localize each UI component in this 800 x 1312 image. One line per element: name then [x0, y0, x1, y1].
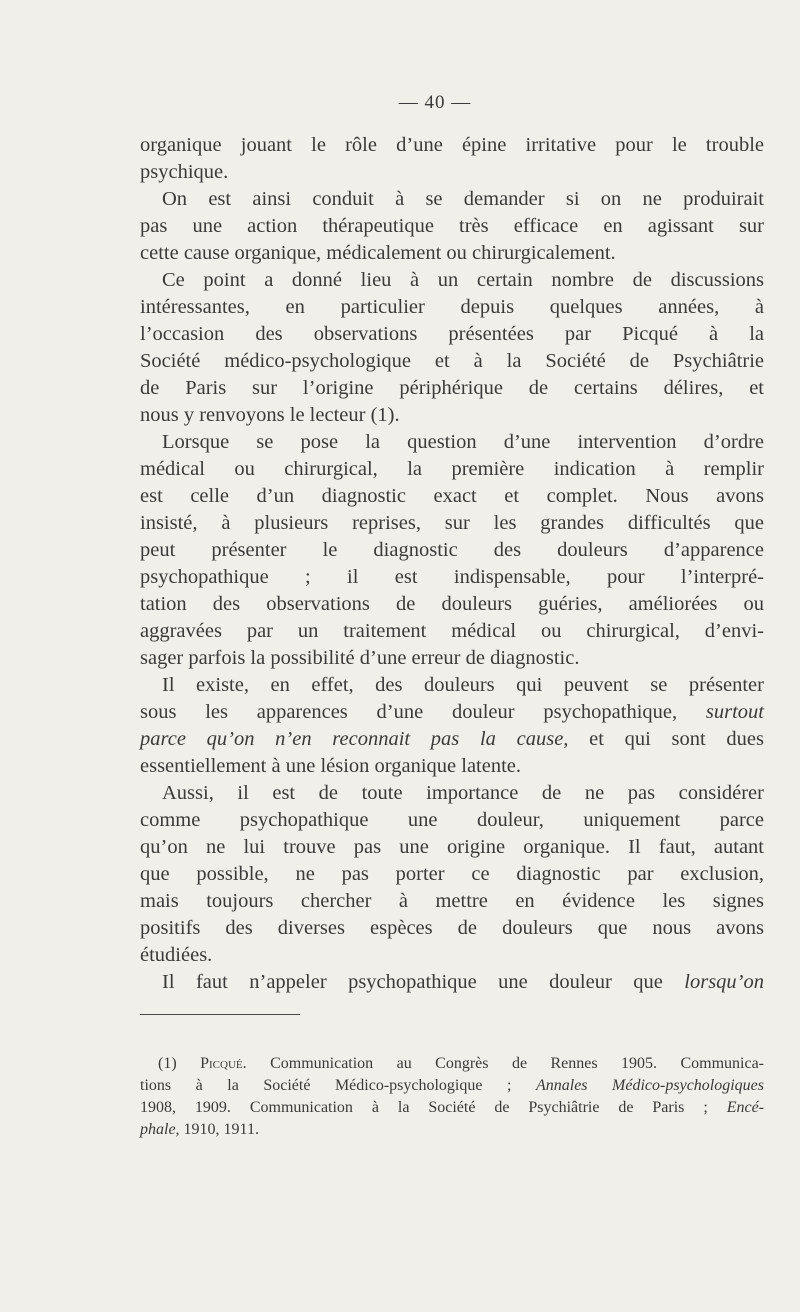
text-line — [140, 753, 764, 780]
text-line — [140, 375, 764, 402]
line-text: de Paris sur l’origine périphérique de certains délires, et — [140, 377, 764, 399]
text-line — [140, 240, 764, 267]
text-line — [140, 915, 764, 942]
footnote-line — [140, 1053, 764, 1075]
body-text — [140, 132, 764, 996]
line-text: Société médico-psychologique et à la Société de Psychiâtrie — [140, 350, 764, 372]
text-line — [140, 321, 764, 348]
line-text: pas une action thérapeutique très efficace en agissant sur — [140, 215, 764, 237]
footnote-journal: phale, — [140, 1121, 180, 1138]
footnote-text: 1908, 1909. Communication à la Société de Psychiâtrie de Paris ; — [140, 1099, 708, 1116]
text-line — [140, 402, 764, 429]
line-text: Il faut n’appeler psychopathique une douleur que — [162, 971, 663, 993]
line-text: On est ainsi conduit à se demander si on ne produirait — [162, 188, 764, 210]
text-line — [140, 456, 764, 483]
emphasis: surtout — [705, 701, 765, 723]
footnote-text: 1910, 1911. — [183, 1121, 259, 1138]
line-text: est celle d’un diagnostic exact et complet. Nous avons — [140, 485, 764, 507]
footnote-line — [140, 1119, 764, 1141]
line-text: qu’on ne lui trouve pas une origine organique. Il faut, autant — [140, 836, 764, 858]
text-line — [140, 132, 764, 159]
footnote-author: Picqué. — [200, 1055, 247, 1072]
line-text: Il existe, en effet, des douleurs qui peuvent se présenter — [162, 674, 764, 696]
line-text: et qui sont dues — [589, 728, 765, 750]
line-text: intéressantes, en particulier depuis quelques années, à — [140, 296, 764, 318]
line-text: aggravées par un traitement médical ou chirurgical, d’envi- — [140, 620, 764, 642]
text-line — [140, 186, 764, 213]
footnote-separator — [140, 1014, 300, 1015]
line-text: sager parfois la possibilité d’une erreur de diagnostic. — [140, 647, 580, 669]
footnote-marker: (1) — [158, 1055, 177, 1072]
footnote-journal: Encé- — [726, 1099, 764, 1116]
line-text: mais toujours chercher à mettre en évidence les signes — [140, 890, 764, 912]
text-line — [140, 672, 764, 699]
text-line — [140, 645, 764, 672]
text-line — [140, 942, 764, 969]
line-text: peut présenter le diagnostic des douleurs d’apparence — [140, 539, 764, 561]
line-text: Aussi, il est de toute importance de ne pas considérer — [162, 782, 764, 804]
text-line — [140, 591, 764, 618]
text-line — [140, 564, 764, 591]
line-text: tation des observations de douleurs guéries, améliorées ou — [140, 593, 764, 615]
text-line — [140, 699, 764, 726]
line-text: Lorsque se pose la question d’une intervention d’ordre — [162, 431, 764, 453]
line-text: que possible, ne pas porter ce diagnostic par exclusion, — [140, 863, 764, 885]
text-line — [140, 861, 764, 888]
line-text: cette cause organique, médicalement ou chirurgicalement. — [140, 242, 616, 264]
footnote-text: tions à la Société Médico-psychologique ; — [140, 1077, 512, 1094]
text-line — [140, 537, 764, 564]
text-line — [140, 726, 764, 753]
text-line — [140, 429, 764, 456]
footnote-line — [140, 1097, 764, 1119]
line-text: Ce point a donné lieu à un certain nombre de discussions — [162, 269, 764, 291]
line-text: essentiellement à une lésion organique latente. — [140, 755, 522, 777]
text-line — [140, 483, 764, 510]
text-line — [140, 834, 764, 861]
text-line — [140, 780, 764, 807]
text-line — [140, 969, 764, 996]
footnote-line — [140, 1075, 764, 1097]
line-text: psychopathique ; il est indispensable, pour l’interpré- — [140, 566, 764, 588]
text-line — [140, 510, 764, 537]
line-text: sous les apparences d’une douleur psychopathique, — [140, 701, 678, 723]
text-line — [140, 618, 764, 645]
text-line — [140, 267, 764, 294]
footnote-journal: Annales Médico-psychologiques — [535, 1077, 765, 1094]
line-text: l’occasion des observations présentées par Picqué à la — [140, 323, 764, 345]
line-text: organique jouant le rôle d’une épine irritative pour le trouble — [140, 134, 764, 156]
text-line — [140, 888, 764, 915]
footnote-text: Communication au Congrès de Rennes 1905. Communica- — [270, 1055, 765, 1072]
line-text: insisté, à plusieurs reprises, sur les grandes difficultés que — [140, 512, 764, 534]
text-line — [140, 213, 764, 240]
emphasis: parce qu’on n’en reconnait pas la cause, — [140, 728, 569, 750]
line-text: nous y renvoyons le lecteur (1). — [140, 404, 400, 426]
footnote — [140, 1053, 764, 1141]
page-number: — 40 — — [398, 92, 472, 113]
line-text: comme psychopathique une douleur, uniquement parce — [140, 809, 764, 831]
line-text: médical ou chirurgical, la première indication à remplir — [140, 458, 764, 480]
text-line — [140, 159, 764, 186]
text-line — [140, 807, 764, 834]
line-text: psychique. — [140, 161, 229, 183]
text-line — [140, 294, 764, 321]
line-text: étudiées. — [140, 944, 213, 966]
line-text: positifs des diverses espèces de douleurs que nous avons — [140, 917, 764, 939]
emphasis: lorsqu’on — [684, 971, 765, 993]
text-line — [140, 348, 764, 375]
